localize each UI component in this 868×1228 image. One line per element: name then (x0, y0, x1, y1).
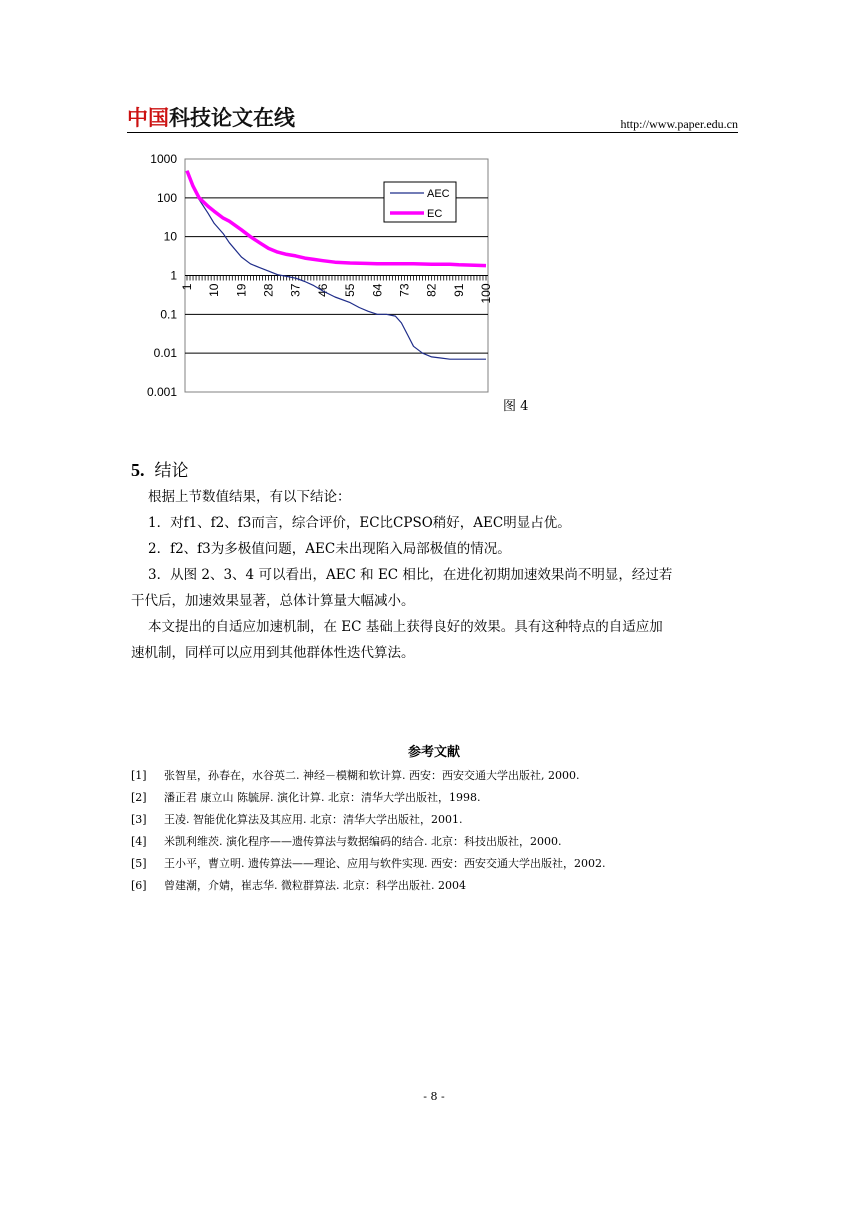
x-tick-label: 28 (261, 283, 276, 297)
logo-black-text: 科技论文在线 (169, 106, 295, 130)
section-heading (131, 456, 189, 481)
legend-label-aec: AEC (427, 188, 450, 200)
section-title: 结论 (154, 461, 189, 481)
x-tick-label: 19 (234, 283, 249, 297)
reference-number: [2] (131, 791, 147, 804)
reference-item (131, 854, 605, 874)
header-divider (127, 132, 738, 133)
reference-text: 曾建潮，介婧，崔志华. 微粒群算法. 北京：科学出版社. 2004 (164, 879, 466, 892)
page-number: - 8 - (423, 1090, 445, 1103)
x-tick-label: 37 (288, 283, 303, 297)
reference-number: [3] (131, 813, 147, 826)
legend-label-ec: EC (427, 208, 443, 220)
y-tick-label: 100 (156, 190, 177, 205)
reference-item (131, 766, 579, 786)
figure-caption: 图 4 (503, 399, 529, 414)
paragraph-summary-line1: 本文提出的自适应加速机制，在 EC 基础上获得良好的效果。具有这种特点的自适应加 (148, 619, 663, 635)
reference-text: 王凌. 智能优化算法及其应用. 北京：清华大学出版社，2001. (164, 813, 463, 826)
y-tick-label: 1000 (150, 152, 177, 166)
x-tick-label: 55 (343, 283, 358, 297)
reference-item (131, 810, 462, 830)
reference-item (131, 876, 466, 896)
x-tick-label: 91 (451, 283, 466, 297)
y-tick-label: 0.001 (146, 385, 177, 399)
reference-item (131, 788, 480, 808)
x-tick-label: 73 (397, 283, 412, 297)
paragraph-summary-line2: 速机制，同样可以应用到其他群体性迭代算法。 (131, 645, 415, 661)
reference-number: [4] (131, 835, 147, 848)
x-tick-label: 10 (207, 283, 222, 297)
x-tick-label: 64 (370, 283, 385, 297)
x-tick-label: 1 (180, 283, 194, 291)
section-number: 5. (131, 460, 145, 480)
y-tick-label: 0.1 (160, 307, 177, 322)
site-logo (127, 104, 295, 130)
paragraph-point-1: 1．对f1、f2、f3而言，综合评价，EC比CPSO稍好，AEC明显占优。 (148, 515, 571, 531)
y-tick-label: 1 (170, 268, 177, 283)
paragraph-point-2: 2．f2、f3为多极值问题，AEC未出现陷入局部极值的情况。 (148, 541, 511, 557)
reference-number: [5] (131, 857, 147, 870)
reference-text: 王小平，曹立明. 遗传算法——理论、应用与软件实现. 西安：西安交通大学出版社，2002. (164, 857, 606, 870)
reference-text: 米凯利维茨. 演化程序——遗传算法与数据编码的结合. 北京：科技出版社，2000. (164, 835, 562, 848)
x-tick-label: 82 (424, 283, 439, 297)
references-title: 参考文献 (407, 745, 460, 760)
y-tick-label: 0.01 (153, 346, 177, 361)
logo-red-text: 中国 (127, 106, 169, 130)
paragraph-point-3-line1: 3．从图 2、3、4 可以看出，AEC 和 EC 相比，在进化初期加速效果尚不明显，经过若 (148, 567, 673, 583)
x-tick-label: 46 (315, 283, 330, 297)
reference-text: 潘正君 康立山 陈毓屏. 演化计算. 北京：清华大学出版社，1998. (164, 791, 481, 804)
reference-number: [6] (131, 879, 147, 892)
y-tick-label: 10 (163, 229, 177, 244)
header-url[interactable]: http://www.paper.edu.cn (620, 117, 738, 131)
reference-number: [1] (131, 769, 147, 782)
reference-text: 张智星，孙春在，水谷英二. 神经－模糊和软计算. 西安：西安交通大学出版社, 2000. (164, 769, 580, 782)
paragraph-intro: 根据上节数值结果，有以下结论： (148, 489, 351, 505)
x-tick-label: 100 (479, 283, 493, 304)
paragraph-point-3-line2: 干代后，加速效果显著，总体计算量大幅减小。 (131, 593, 415, 609)
figure-4-chart (130, 146, 495, 411)
reference-item (131, 832, 561, 852)
